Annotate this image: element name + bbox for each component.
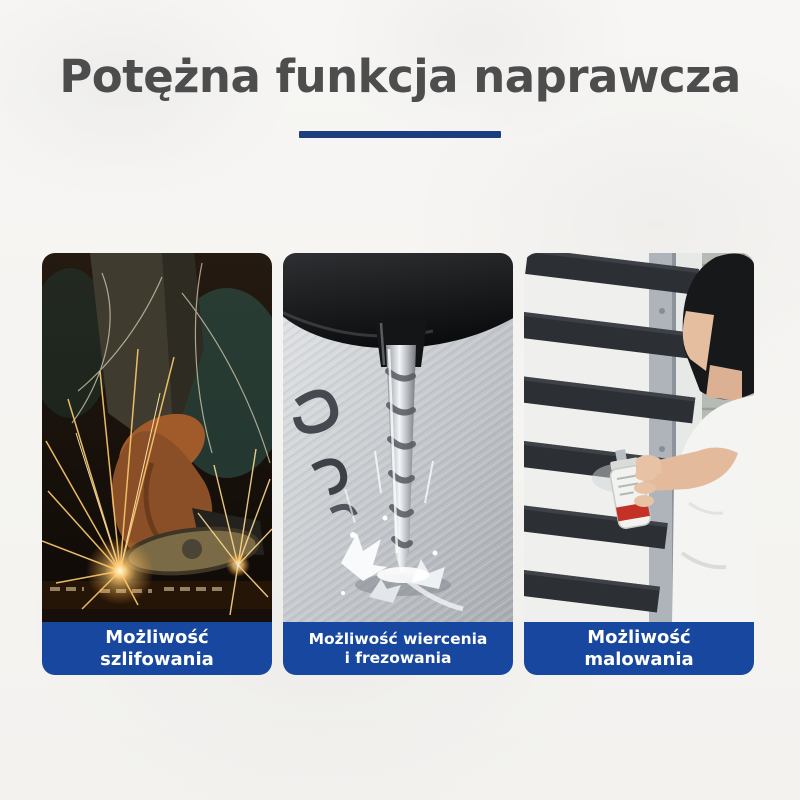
panel-drilling-milling (283, 253, 513, 675)
caption-line: szlifowania (100, 648, 214, 670)
panel-painting (524, 253, 754, 675)
painting-illustration (524, 253, 754, 622)
metal-workpiece (42, 581, 272, 622)
mounting-post (649, 253, 676, 622)
drilling-photo (283, 253, 513, 622)
caption-line: i frezowania (344, 648, 452, 667)
page-title: Potężna funkcja naprawcza (59, 50, 741, 103)
caption-grinding (42, 622, 272, 675)
caption-line: Możliwość wiercenia (308, 630, 488, 649)
caption-line: malowania (584, 648, 694, 670)
title-divider (299, 131, 501, 138)
caption-line: Możliwość (587, 627, 691, 649)
drilling-illustration (283, 253, 513, 622)
painting-photo (524, 253, 754, 622)
feature-panels (42, 253, 754, 675)
neck (706, 365, 742, 401)
caption-line: Możliwość (105, 627, 209, 649)
caption-painting (524, 622, 754, 675)
caption-drilling-milling (283, 622, 513, 675)
panel-grinding (42, 253, 272, 675)
grinding-illustration (42, 253, 272, 622)
grinding-photo (42, 253, 272, 622)
